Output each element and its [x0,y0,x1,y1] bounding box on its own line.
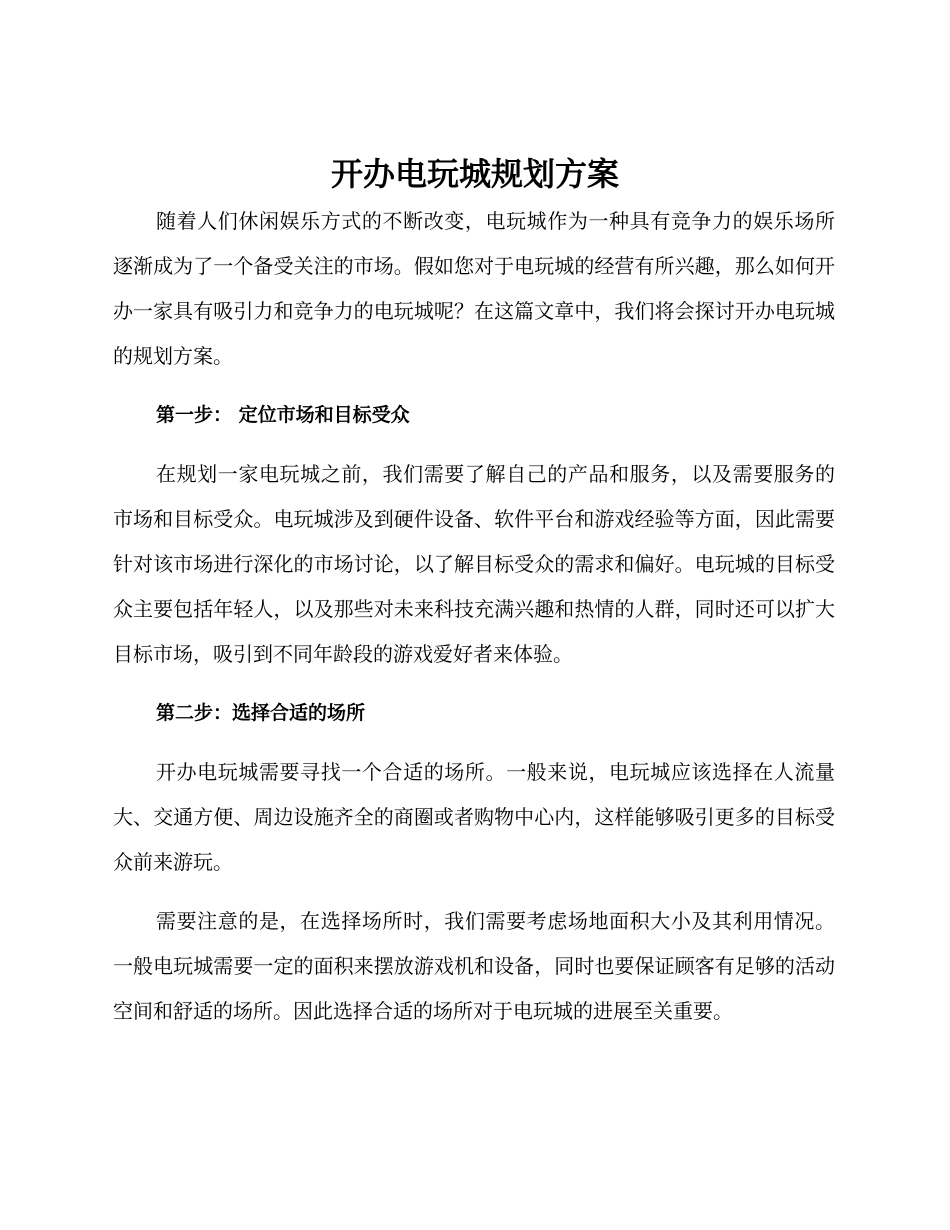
document-body [113,199,835,1034]
section-1-paragraph-1: 在规划一家电玩城之前，我们需要了解自己的产品和服务，以及需要服务的市场和目标受众。电玩城涉及到硬件设备、软件平台和游戏经验等方面，因此需要针对该市场进行深化的市场讨论，以了解目标受众的需求和偏好。电玩城的目标受众主要包括年轻人，以及那些对未来科技充满兴趣和热情的人群，同时还可以扩大目标市场，吸引到不同年龄段的游戏爱好者来体验。 [113,462,835,666]
intro-paragraph: 随着人们休闲娱乐方式的不断改变，电玩城作为一种具有竞争力的娱乐场所逐渐成为了一个备受关注的市场。假如您对于电玩城的经营有所兴趣，那么如何开办一家具有吸引力和竞争力的电玩城呢？在这篇文章中，我们将会探讨开办电玩城的规划方案。 [113,209,835,368]
section-2-paragraph-1: 开办电玩城需要寻找一个合适的场所。一般来说，电玩城应该选择在人流量大、交通方便、周边设施齐全的商圈或者购物中心内，这样能够吸引更多的目标受众前来游玩。 [113,760,835,874]
section-2-paragraph-2: 需要注意的是，在选择场所时，我们需要考虑场地面积大小及其利用情况。一般电玩城需要一定的面积来摆放游戏机和设备，同时也要保证顾客有足够的活动空间和舒适的场所。因此选择合适的场所对于电玩城的进展至关重要。 [113,909,835,1023]
section-heading-1: 第一步： 定位市场和目标受众 [156,404,410,426]
section-heading-2: 第二步：选择合适的场所 [156,702,366,724]
page-title: 开办电玩城规划方案 [330,155,619,193]
